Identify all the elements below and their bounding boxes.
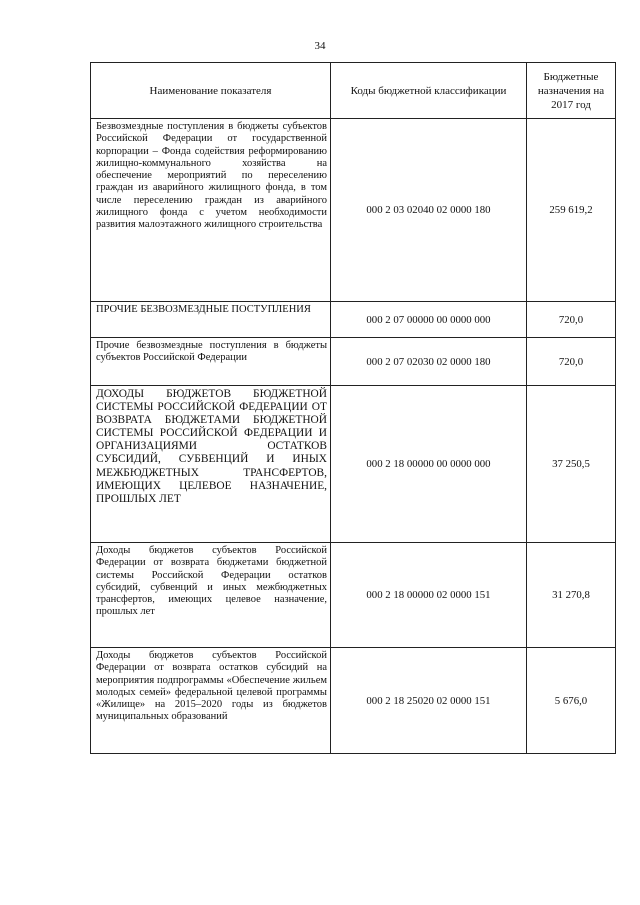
- table-row: [91, 648, 616, 754]
- row-amount: 31 270,8: [527, 543, 616, 648]
- row-amount: 37 250,5: [527, 386, 616, 543]
- row-name: Доходы бюджетов субъектов Российской Федерации от возврата остатков субсидий на мероприятия подпрограммы «Обеспечение жильем молодых семей» федеральной целевой программы «Жилище» на 2015–2020 годы из бюджетов муниципальных образований: [91, 648, 331, 754]
- row-name: Безвозмездные поступления в бюджеты субъектов Российской Федерации от государственной корпорации – Фонда содействия реформированию жилищно-коммунального хозяйства на обеспечение мероприятий по переселению граждан из аварийного жилищного фонда, в том числе переселению граждан из аварийного жилищного фонда с учетом необходимости развития малоэтажного жилищного строительства: [91, 119, 331, 302]
- row-amount: 720,0: [527, 302, 616, 338]
- row-amount: 720,0: [527, 338, 616, 386]
- header-name: Наименование показателя: [91, 63, 331, 119]
- header-amount: Бюджетные назначения на 2017 год: [527, 63, 616, 119]
- row-code: 000 2 18 25020 02 0000 151: [331, 648, 527, 754]
- budget-table: [90, 62, 616, 754]
- row-code: 000 2 07 02030 02 0000 180: [331, 338, 527, 386]
- row-code: 000 2 03 02040 02 0000 180: [331, 119, 527, 302]
- row-name: ДОХОДЫ БЮДЖЕТОВ БЮДЖЕТНОЙ СИСТЕМЫ РОССИЙСКОЙ ФЕДЕРАЦИИ ОТ ВОЗВРАТА БЮДЖЕТАМИ БЮДЖЕТНОЙ СИСТЕМЫ РОССИЙСКОЙ ФЕДЕРАЦИИ И ОРГАНИЗАЦИЯМИ ОСТАТКОВ СУБСИДИЙ, СУБВЕНЦИЙ И ИНЫХ МЕЖБЮДЖЕТНЫХ ТРАНСФЕРТОВ, ИМЕЮЩИХ ЦЕЛЕВОЕ НАЗНАЧЕНИЕ, ПРОШЛЫХ ЛЕТ: [91, 386, 331, 543]
- row-name: Прочие безвозмездные поступления в бюджеты субъектов Российской Федерации: [91, 338, 331, 386]
- table-row: [91, 543, 616, 648]
- table-row: [91, 386, 616, 543]
- row-amount: 5 676,0: [527, 648, 616, 754]
- header-code: Коды бюджетной классификации: [331, 63, 527, 119]
- row-amount: 259 619,2: [527, 119, 616, 302]
- row-code: 000 2 07 00000 00 0000 000: [331, 302, 527, 338]
- row-name: Доходы бюджетов субъектов Российской Федерации от возврата бюджетами бюджетной системы Российской Федерации остатков субсидий, субвенций и иных межбюджетных трансфертов, имеющих целевое назначение, прошлых лет: [91, 543, 331, 648]
- row-code: 000 2 18 00000 02 0000 151: [331, 543, 527, 648]
- table-row: [91, 302, 616, 338]
- row-code: 000 2 18 00000 00 0000 000: [331, 386, 527, 543]
- table-header-row: [91, 63, 616, 119]
- page-number: 34: [314, 40, 326, 52]
- row-name: ПРОЧИЕ БЕЗВОЗМЕЗДНЫЕ ПОСТУПЛЕНИЯ: [91, 302, 331, 338]
- table-row: [91, 119, 616, 302]
- table-row: [91, 338, 616, 386]
